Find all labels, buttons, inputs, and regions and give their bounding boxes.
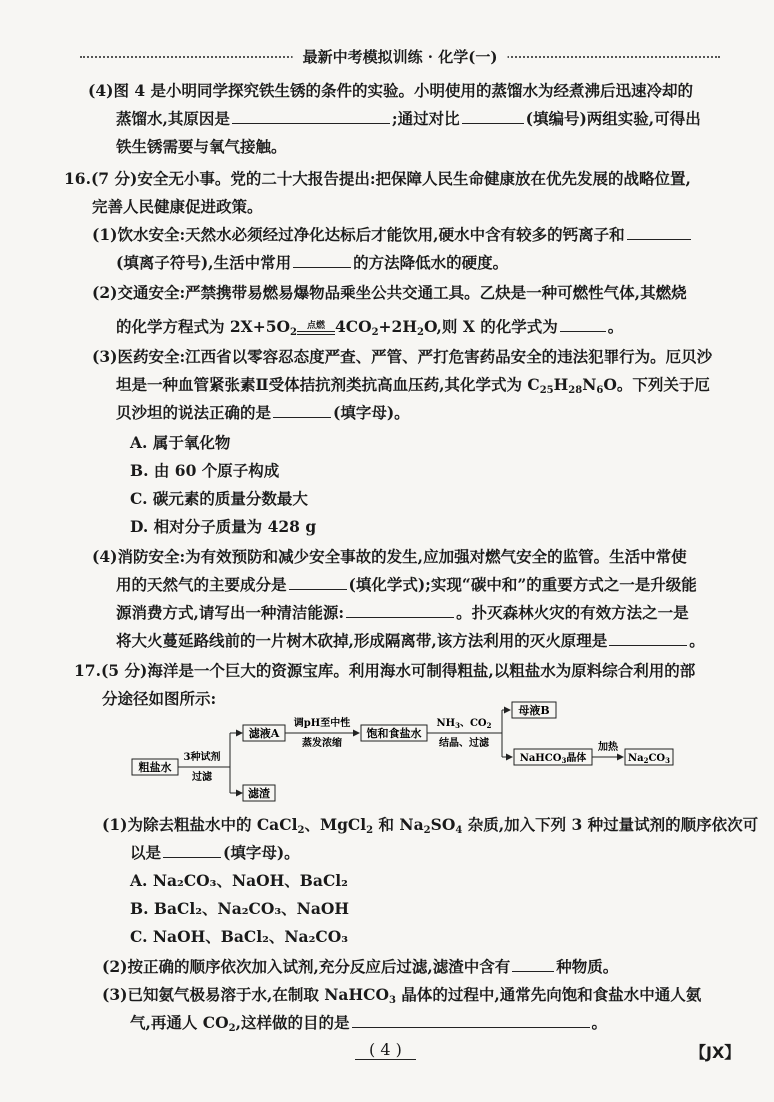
edge-adjust-ph-label: 调pH至中性 [293, 718, 351, 729]
q17-part1-line2: 以是 (填字母)。 [130, 843, 300, 862]
answer-blank[interactable] [352, 1013, 590, 1028]
reaction-condition-arrow: 点燃 [297, 321, 335, 335]
answer-blank[interactable] [560, 317, 606, 332]
answer-blank[interactable] [293, 253, 351, 268]
edge-reagents-label: 3种试剂 [183, 752, 221, 763]
q16-stem-line1: 16.(7 分)安全无小事。党的二十大报告提出:把保障人民生命健康放在优先发展的战略位置, [64, 169, 691, 188]
q17-option-b: B. BaCl₂、Na₂CO₃、NaOH [130, 899, 350, 918]
q16-part2-line2: 的化学方程式为 $2X+5O_2$ 点燃 $4CO_2+2H_2O$,则 X 的化学式为 。 [116, 317, 624, 338]
answer-blank[interactable] [289, 575, 347, 590]
page-header [80, 46, 720, 70]
edge-evaporate-label: 蒸发浓缩 [302, 738, 342, 749]
q16-part4-line2: 用的天然气的主要成分是 (填化学式);实现“碳中和”的重要方式之一是升级能 [116, 575, 697, 594]
edge-crystallize-label: 结晶、过滤 [439, 738, 489, 749]
q17-part3-line2: 气,再通人 $CO_2$,这样做的目的是 。 [130, 1013, 608, 1034]
q15-part4-line2: 蒸馏水,其原因是 ;通过对比 (填编号)两组实验,可得出 [116, 109, 701, 128]
q16-option-b: B. 由 60 个原子构成 [130, 461, 280, 480]
q16-part1-line1: (1)饮水安全:天然水必须经过净化达标后才能饮用,硬水中含有较多的钙离子和 [92, 224, 693, 246]
node-filtrate-a-label: 滤液A [248, 727, 280, 740]
header-title: 最新中考模拟训练 · 化学(一) [293, 46, 508, 67]
q16-part4-line3: 源消费方式,请写出一种清洁能源: 。扑灭森林火灾的有效方法之一是 [116, 603, 689, 622]
q17-option-c: C. NaOH、BaCl₂、Na₂CO₃ [130, 927, 348, 946]
q16-part4-line4: 将大火蔓延路线前的一片树木砍掉,形成隔离带,该方法利用的灭火原理是 。 [116, 631, 705, 650]
q15-part4-line1: (4)图 4 是小明同学探究铁生锈的条件的实验。小明使用的蒸馏水为经煮沸后迅速冷却的 [88, 81, 694, 100]
q16-option-d: D. 相对分子质量为 428 g [130, 517, 317, 536]
answer-blank[interactable] [627, 225, 691, 240]
q16-part4-line1: (4)消防安全:为有效预防和减少安全事故的发生,应加强对燃气安全的监管。生活中常使 [92, 547, 687, 566]
q15-part4-line3: 铁生锈需要与氧气接触。 [116, 137, 287, 156]
q17-part2-line: (2)按正确的顺序依次加入试剂,充分反应后过滤,滤渣中含有 种物质。 [102, 957, 619, 976]
page-number: ( 4 ) [355, 1040, 416, 1059]
answer-blank[interactable] [512, 957, 554, 972]
q16-part2-line1: (2)交通安全:严禁携带易燃易爆物品乘坐公共交通工具。乙炔是一种可燃性气体,其燃烧 [92, 283, 687, 302]
answer-blank[interactable] [273, 403, 331, 418]
answer-blank[interactable] [232, 109, 390, 124]
node-crude-brine-label: 粗盐水 [138, 761, 172, 774]
answer-blank[interactable] [163, 843, 221, 858]
edge-filter-label: 过滤 [192, 772, 212, 783]
edition-tag: 【JX】 [690, 1043, 741, 1062]
q16-part3-line2: 坦是一种血管紧张素Ⅱ受体拮抗剂类抗高血压药,其化学式为 $C_{25}H_{28}N_6O$。下列关于厄 [116, 375, 710, 396]
q16-option-c: C. 碳元素的质量分数最大 [130, 489, 308, 508]
node-nahco3-crystal-label: NaHCO$_3$晶体 [519, 753, 587, 765]
q16-option-a: A. 属于氧化物 [130, 433, 231, 452]
q16-part3-line1: (3)医药安全:江西省以零容忍态度严查、严管、严打危害药品安全的违法犯罪行为。厄贝沙 [92, 347, 713, 366]
q17-part3-line1: (3)已知氨气极易溶于水,在制取 NaHCO$_3$ 晶体的过程中,通常先向饱和食盐水中通人氨 [102, 985, 702, 1006]
edge-nh3-co2-label: $NH_3$、$CO_2$ [436, 718, 492, 730]
q16-part3-line3: 贝沙坦的说法正确的是 (填字母)。 [116, 403, 410, 422]
node-residue-label: 滤渣 [248, 787, 270, 800]
q16-stem-line2: 完善人民健康促进政策。 [92, 197, 263, 216]
answer-blank[interactable] [462, 109, 524, 124]
answer-blank[interactable] [609, 631, 687, 646]
answer-blank[interactable] [346, 603, 454, 618]
q17-part1-line1: (1)为除去粗盐水中的 CaCl$_2$、MgCl$_2$ 和 $Na_2SO_4$ 杂质,加入下列 3 种过量试剂的顺序依次可 [102, 815, 759, 836]
node-na2co3-label: $Na_2CO_3$ [627, 753, 671, 765]
process-flow-diagram [130, 696, 710, 806]
q17-option-a: A. Na₂CO₃、NaOH、BaCl₂ [130, 871, 348, 890]
q16-part1-line2: (填离子符号),生活中常用 的方法降低水的硬度。 [116, 253, 509, 272]
edge-heat-label: 加热 [598, 742, 618, 753]
node-saturated-brine-label: 饱和食盐水 [366, 727, 422, 740]
q17-stem-line1: 17.(5 分)海洋是一个巨大的资源宝库。利用海水可制得粗盐,以粗盐水为原料综合利用的部 [74, 661, 696, 680]
q17-stem-line2: 分途径如图所示: [102, 689, 217, 708]
node-mother-liquor-b-label: 母液B [518, 704, 550, 717]
